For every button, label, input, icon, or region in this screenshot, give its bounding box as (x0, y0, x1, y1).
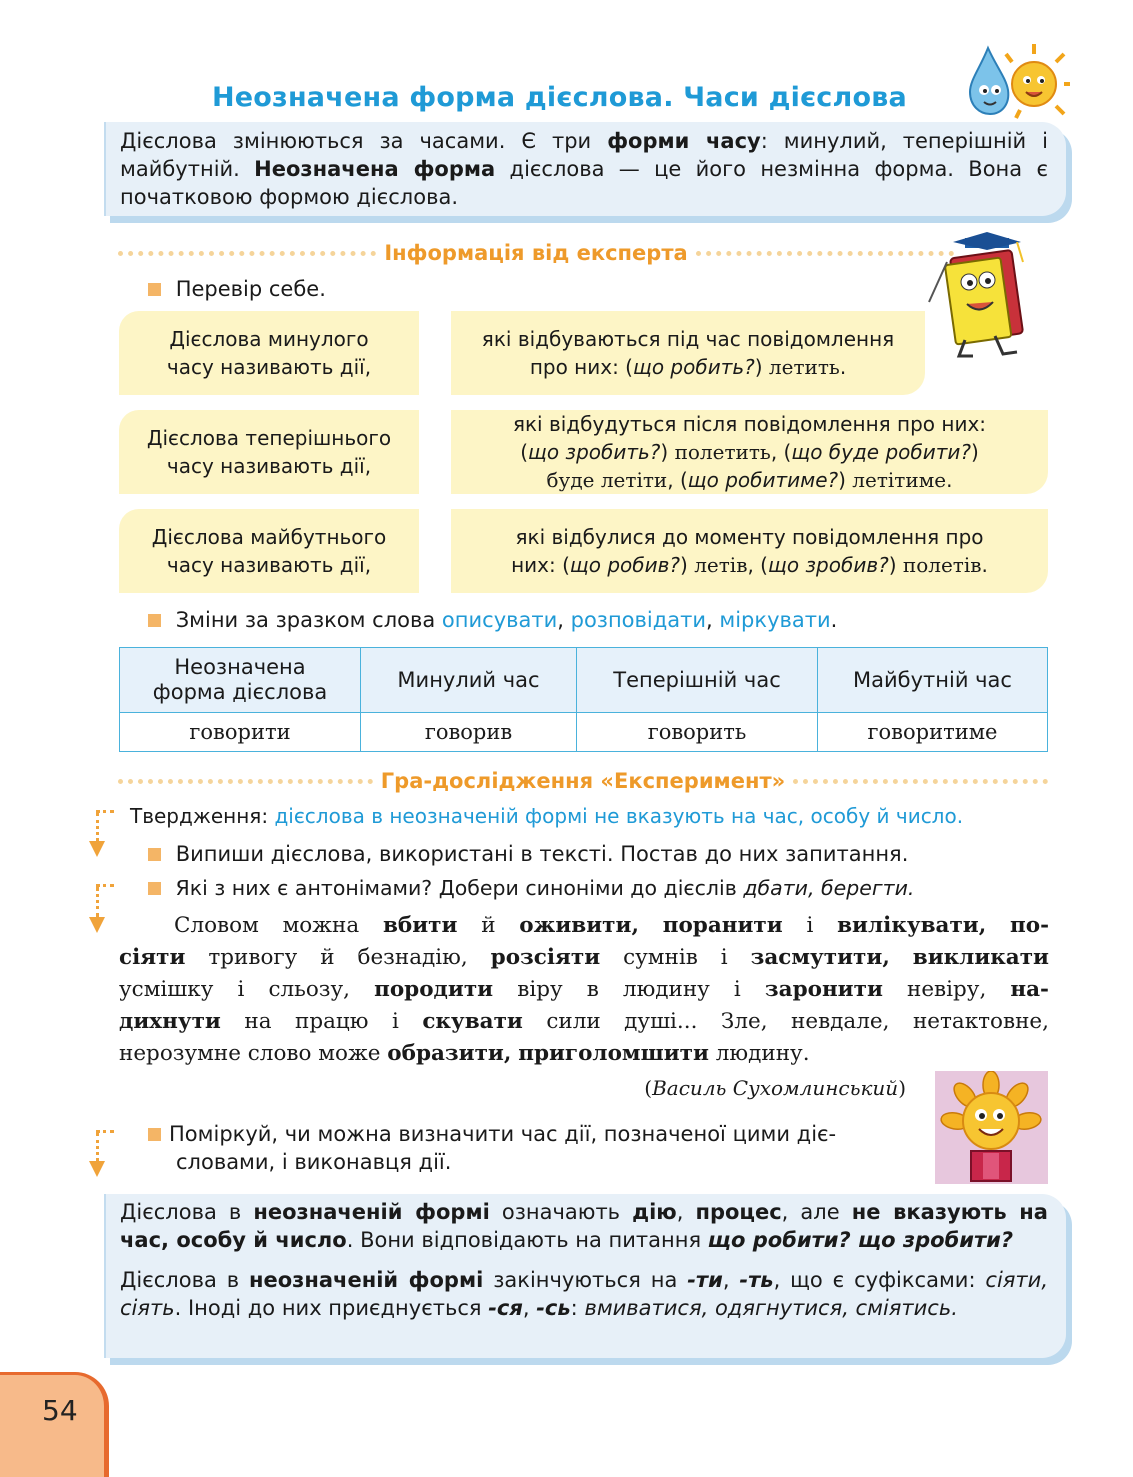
passage-author: (Василь Сухомлинський) (644, 1076, 906, 1100)
dotted-divider (696, 251, 954, 256)
literary-passage (119, 910, 1049, 1070)
mascots-top (960, 40, 1070, 120)
verb-tense-table (119, 647, 1048, 752)
rule-1-text: Дієслова змінюються за часами. Є три форми часу: минулий, теперішній і майбутній. Неозначена форма дієслова — це його незмінна форма. Вона є початковою формою дієслова. (120, 129, 1048, 209)
match-card-right-3[interactable]: які відбулися до моменту повідомлення про них: (що робив?) летів, (що зробив?) полетів. (451, 509, 1048, 593)
match-card-right-2[interactable]: які відбудуться після повідомлення про них: (що зробить?) полетить, (що буде робити?) буде летіти, (що робитиме?) летітиме. (451, 410, 1048, 494)
section-header-expert (118, 238, 954, 268)
passage-line: сіяти тривогу й безнадію, розсіяти сумнів і засмутити, викликати (119, 945, 1049, 970)
task-change-words: Зміни за зразком слова описувати, розповідати, міркувати. (148, 608, 837, 632)
dotted-arrow-2 (96, 884, 114, 933)
task-think: Поміркуй, чи можна визначити час дії, позначеної цими діє- словами, і виконавця дії. (148, 1120, 836, 1176)
table-header-cell: Минулий час (361, 648, 577, 713)
bullet-icon (148, 614, 161, 627)
task-check-yourself: Перевір себе. (148, 277, 326, 301)
table-row (120, 713, 1048, 752)
table-header-cell: Майбутній час (818, 648, 1048, 713)
table-header-cell: Неозначена форма дієслова (120, 648, 361, 713)
section-title: Гра-дослідження «Експеримент» (380, 769, 786, 793)
match-card-left-past[interactable]: Дієслова минулого часу називають дії, (119, 311, 419, 395)
sunflower-character-icon (935, 1071, 1048, 1184)
rule-box-1 (104, 122, 1066, 216)
dotted-divider (793, 779, 1048, 784)
book-character-icon (925, 232, 1055, 362)
dotted-arrow-1 (96, 810, 114, 857)
sun-character-icon (1006, 44, 1070, 118)
match-card-left-future[interactable]: Дієслова майбутнього часу називають дії, (119, 509, 419, 593)
match-card-left-present[interactable]: Дієслова теперішнього часу називають дії, (119, 410, 419, 494)
rule-2-paragraph-2: Дієслова в неозначеній формі закінчуються на -ти, -ть, що є суфіксами: сіяти, сіять. Іноді до них приєднується -ся, -сь: вмиватися, одягнутися, сміятись. (120, 1268, 1048, 1320)
passage-line: Словом можна вбити й оживити, поранити і вилікувати, по- (174, 913, 1050, 938)
task-antonyms: Які з них є антонімами? Добери синоніми до дієслів дбати, берегти. (148, 876, 914, 900)
bullet-icon (148, 283, 161, 296)
dotted-arrow-3 (96, 1130, 114, 1177)
page-title: Неозначена форма дієслова. Часи дієслова (212, 82, 907, 113)
table-cell[interactable]: говорити (120, 713, 361, 752)
table-header-cell: Теперішній час (577, 648, 818, 713)
rule-box-2 (104, 1194, 1066, 1358)
word-link: міркувати (719, 608, 831, 632)
word-link: описувати (441, 608, 558, 632)
water-drop-character-icon (970, 48, 1008, 114)
bullet-icon (148, 1128, 161, 1141)
word-link: розповідати (570, 608, 707, 632)
table-cell[interactable]: говорив (361, 713, 577, 752)
rule-2-paragraph-1: Дієслова в неозначеній формі означають дію, процес, але не вказують на час, особу й число. Вони відповідають на питання що робити? що зробити? (120, 1200, 1048, 1252)
match-card-right-1[interactable]: які відбуваються під час повідомлення про них: (що робить?) летить. (451, 311, 925, 395)
passage-line: нерозумне слово може образити, приголомшити людину. (119, 1041, 810, 1066)
passage-line: усмішку і сльозу, породити віру в людину і заронити невіру, на- (119, 977, 1049, 1002)
passage-line: дихнути на працю і скувати сили душі... Зле, невдале, нетактовне, (119, 1009, 1049, 1034)
table-cell[interactable]: говорить (577, 713, 818, 752)
page-number: 54 (42, 1394, 78, 1427)
bullet-icon (148, 882, 161, 895)
table-cell[interactable]: говоритиме (818, 713, 1048, 752)
dotted-divider (118, 251, 376, 256)
section-header-experiment (118, 766, 1048, 796)
table-header-row (120, 648, 1048, 713)
bullet-icon (148, 848, 161, 861)
dotted-divider (118, 779, 373, 784)
statement: Твердження: дієслова в неозначеній формі не вказують на час, особу й число. (130, 804, 964, 828)
task-write-verbs: Випиши дієслова, використані в тексті. Постав до них запитання. (148, 842, 908, 866)
section-title: Інформація від експерта (384, 241, 688, 265)
